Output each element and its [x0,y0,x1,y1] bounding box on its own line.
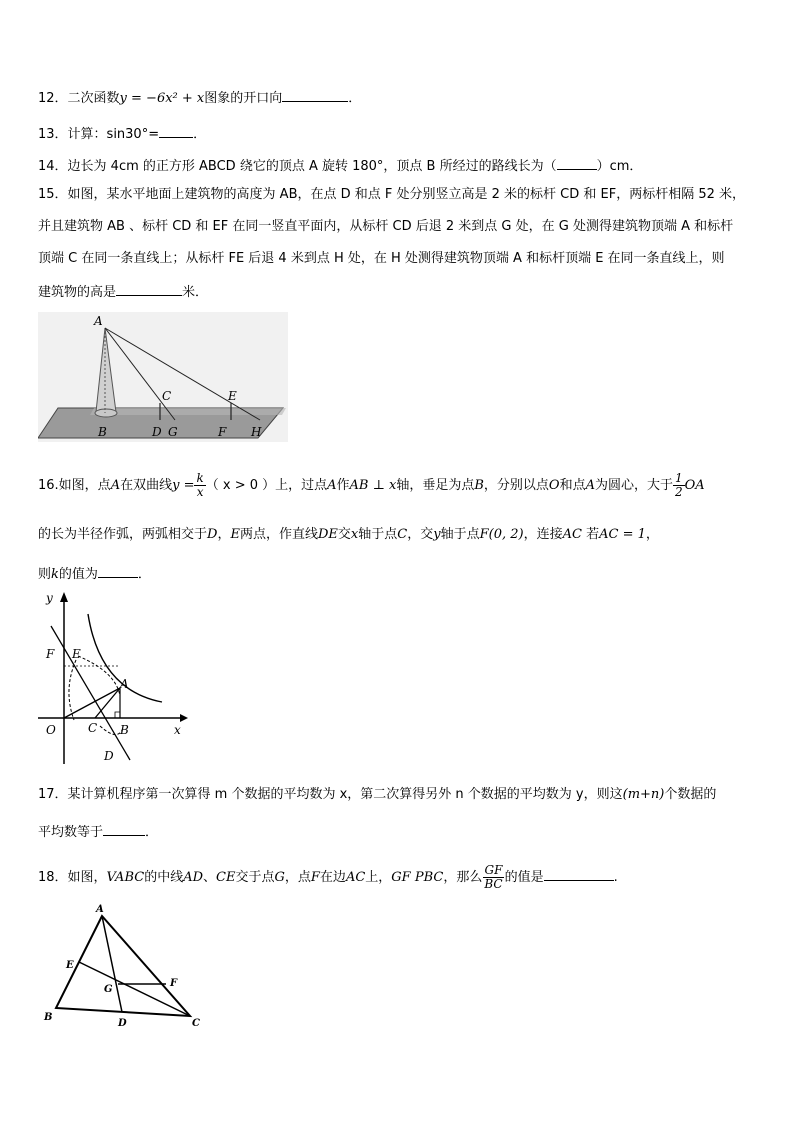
q16-text: 的值为 [58,567,98,582]
q15-building-figure [38,312,288,442]
median-AD [102,916,122,1012]
q16-text: 的长为半径作弧，两弧相交于 [38,527,208,542]
q16-y-equals: y = [172,478,195,493]
q17-text: 17．某计算机程序第一次算得 m 个数据的平均数为 x，第二次算得另外 n 个数据的平均数为 y，则这 [38,787,623,802]
q18-triangle-figure [38,902,208,1034]
label-B: B [120,723,129,737]
label-G: G [168,425,178,439]
q16-point-A: A [110,478,121,493]
q18-fraction-gf-bc [482,864,504,891]
q16-point-C: C [397,527,408,542]
q12-formula: y = −6x² + x [119,91,205,106]
q16-line-3 [38,564,151,584]
q16-condition: AC = 1 [599,527,646,542]
q17-answer-blank[interactable] [103,822,145,836]
q16-text: 作 [336,478,350,493]
q15-line-3: 顶端 C 在同一条直线上；从标杆 FE 后退 4 米到点 H 处，在 H 处测得建筑物顶端 A 和标杆顶端 E 在同一条直线上，则 [38,251,725,266]
q16-text: 16.如图，点 [38,478,111,493]
label-A: A [94,314,103,328]
label-O: O [46,723,56,737]
q16-x: x [350,527,359,542]
q18-text: . [613,870,618,885]
q16-text: ． [137,567,151,582]
q18-text: ，点 [284,870,311,885]
q15-line4-suffix: 米． [182,285,209,300]
label-F: F [170,978,178,989]
q18-frac-num: GF [484,863,503,877]
question-12 [38,88,361,108]
q16-segment-OA: OA [684,478,705,493]
q16-point-A: A [327,478,337,493]
label-H: H [251,425,262,439]
q16-text: 为圆心，大于 [594,478,673,493]
label-D: D [104,749,114,763]
label-A: A [96,904,104,915]
q16-point-D: D [207,527,218,542]
q18-CE: CE [216,870,236,885]
label-D: D [152,425,162,439]
q16-text: 若 [581,527,600,542]
label-E: E [228,389,237,403]
q18-AD: AD [183,870,204,885]
q18-AC: AC [345,870,366,885]
q18-F: F [310,870,320,885]
q18-G: G [274,870,285,885]
q16-text: 轴于点 [358,527,398,542]
q16-frac-den: x [196,485,204,499]
triangle-ABC [56,916,190,1016]
label-B: B [44,1012,53,1023]
q17-text: 平均数等于 [38,825,104,840]
q18-frac-den: BC [484,877,503,891]
label-A: A [120,677,129,691]
q16-point-B: B [474,478,484,493]
q16-perpendicular: AB ⊥ x [349,478,397,493]
x-axis-arrow [180,714,188,722]
q16-segment-AC: AC [562,527,582,542]
question-18 [38,864,618,892]
q18-text: 的值是 [504,870,544,885]
q18-text: 在边 [319,870,346,885]
q16-point-O: O [548,478,560,493]
line-DE [51,626,130,760]
q12-suffix: 图象的开口向 [204,91,283,106]
q16-text: 和点 [559,478,586,493]
q16-fraction-k-x [194,472,205,499]
q18-text: 的中线 [144,870,184,885]
label-F: F [218,425,227,439]
q13-end: ． [193,127,207,142]
q18-text: 18．如图， [38,870,107,885]
q16-hyperbola-figure [38,592,188,772]
segment-AC [95,688,120,718]
y-axis-arrow [60,592,68,602]
q13-answer-blank[interactable] [159,124,193,138]
q18-parallel: GF PBC [391,870,444,885]
q16-text: ， [645,527,659,542]
q15-answer-blank[interactable] [116,282,182,296]
q14-text: 14．边长为 4cm 的正方形 ABCD 绕它的顶点 A 旋转 180°，顶点 B 所经过的路线长为（ [38,159,557,174]
q16-frac-num: k [196,471,204,485]
q16-y: y [433,527,441,542]
q12-prefix: 12．二次函数 [38,91,120,106]
label-D: D [118,1018,127,1029]
label-C: C [192,1018,200,1029]
label-G: G [104,984,113,995]
q16-fraction-half [673,472,685,499]
q17-m-plus-n: (m+n) [622,787,665,802]
q16-text: ， [217,527,231,542]
q16-answer-blank[interactable] [98,564,138,578]
ground-highlight [90,408,286,415]
q15-line4-prefix: 建筑物的高是 [38,285,117,300]
q16-line-DE: DE [317,527,338,542]
q18-answer-blank[interactable] [544,867,614,881]
q18-triangle: VABC [106,870,145,885]
q12-answer-blank[interactable] [282,88,348,102]
axis-label-y: y [46,592,53,605]
q14-answer-blank[interactable] [557,156,597,170]
q17-line-2 [38,822,158,842]
label-B: B [98,425,107,439]
q16-text: 轴，垂足为点 [396,478,475,493]
q17-text: ． [145,825,159,840]
q12-end: ． [348,91,362,106]
q18-text: ，那么 [443,870,483,885]
q15-line-1: 15．如图，某水平地面上建筑物的高度为 AB，在点 D 和点 F 处分别竖立高是 2 米的标杆 CD 和 EF，两标杆相隔 52 米， [38,187,746,202]
q15-line-4 [38,282,208,302]
building-base [95,409,117,417]
q16-text: （ x > 0 ）上，过点 [205,478,328,493]
q18-text: 交于点 [235,870,275,885]
segment-OA [64,688,120,718]
arc-from-A [69,660,76,720]
q16-text: ，交 [407,527,434,542]
q16-text: ，连接 [523,527,563,542]
q16-text: 轴于点 [440,527,480,542]
label-C: C [88,721,98,735]
q18-text: 、 [203,870,217,885]
q18-text: 上， [365,870,392,885]
q16-line-1 [38,472,705,498]
q16-half-den: 2 [675,485,683,499]
q16-text: 两点，作直线 [239,527,318,542]
label-E: E [66,960,74,971]
axis-label-x: x [174,723,181,737]
label-F: F [46,647,55,661]
q13-prefix: 13．计算：sin30°= [38,127,160,142]
q16-text: ，分别以点 [483,478,549,493]
q14-end: ）cm． [596,159,643,174]
q16-k: k [51,567,59,582]
q16-point-E: E [230,527,240,542]
q16-text: 则 [38,567,52,582]
q16-point-F: F(0, 2) [479,527,524,542]
q15-line-2: 并且建筑物 AB 、标杆 CD 和 EF 在同一竖直平面内，从标杆 CD 后退 2 米到点 G 处，在 G 处测得建筑物顶端 A 和标杆 [38,219,734,234]
label-C: C [162,389,172,403]
q16-text: 交 [337,527,351,542]
median-CE [79,962,190,1016]
q17-line-1 [38,786,716,804]
question-14 [38,156,642,176]
right-angle-mark [115,712,120,718]
label-E: E [72,647,81,661]
q17-text: 个数据的 [664,787,717,802]
q16-half-num: 1 [675,471,683,485]
q16-line-2 [38,526,659,544]
q16-text: 在双曲线 [120,478,173,493]
q16-point-A: A [585,478,595,493]
question-13 [38,124,206,144]
